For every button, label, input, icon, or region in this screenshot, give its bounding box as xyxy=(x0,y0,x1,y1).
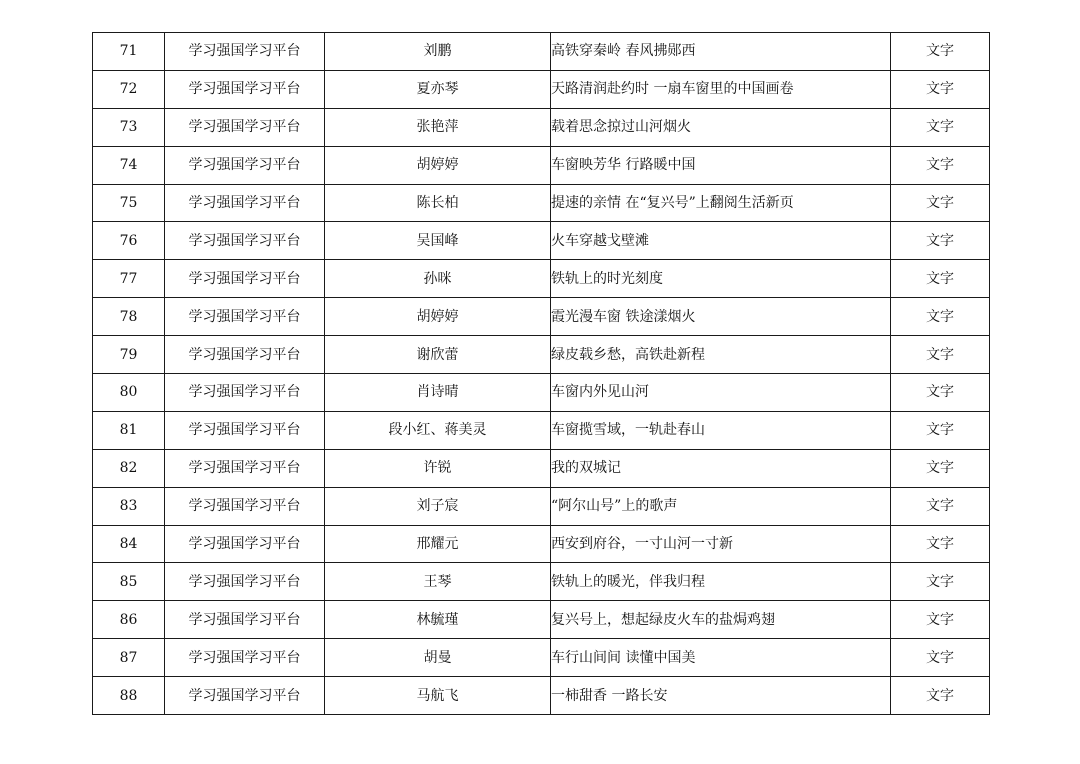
title-cell: 霞光漫车窗 铁途漾烟火 xyxy=(551,298,891,336)
row-number-cell: 72 xyxy=(93,70,165,108)
row-number-cell: 81 xyxy=(93,411,165,449)
title-cell: 提速的亲情 在“复兴号”上翻阅生活新页 xyxy=(551,184,891,222)
row-number-cell: 84 xyxy=(93,525,165,563)
type-cell: 文字 xyxy=(891,298,990,336)
table-body xyxy=(93,33,990,715)
table-row xyxy=(93,677,990,715)
author-cell: 胡婷婷 xyxy=(325,146,551,184)
type-cell: 文字 xyxy=(891,108,990,146)
table-row xyxy=(93,298,990,336)
source-cell: 学习强国学习平台 xyxy=(165,563,325,601)
title-cell: 西安到府谷，一寸山河一寸新 xyxy=(551,525,891,563)
row-number-cell: 75 xyxy=(93,184,165,222)
author-cell: 吴国峰 xyxy=(325,222,551,260)
title-cell: 载着思念掠过山河烟火 xyxy=(551,108,891,146)
source-cell: 学习强国学习平台 xyxy=(165,260,325,298)
type-cell: 文字 xyxy=(891,601,990,639)
source-cell: 学习强国学习平台 xyxy=(165,487,325,525)
type-cell: 文字 xyxy=(891,260,990,298)
type-cell: 文字 xyxy=(891,70,990,108)
table-row xyxy=(93,563,990,601)
title-cell: 车窗映芳华 行路暖中国 xyxy=(551,146,891,184)
source-cell: 学习强国学习平台 xyxy=(165,411,325,449)
author-cell: 夏亦琴 xyxy=(325,70,551,108)
table-row xyxy=(93,33,990,71)
type-cell: 文字 xyxy=(891,184,990,222)
table-row xyxy=(93,70,990,108)
author-cell: 王琴 xyxy=(325,563,551,601)
row-number-cell: 87 xyxy=(93,639,165,677)
row-number-cell: 80 xyxy=(93,374,165,412)
row-number-cell: 85 xyxy=(93,563,165,601)
source-cell: 学习强国学习平台 xyxy=(165,184,325,222)
title-cell: 铁轨上的暖光，伴我归程 xyxy=(551,563,891,601)
author-cell: 谢欣蕾 xyxy=(325,336,551,374)
author-cell: 许锐 xyxy=(325,449,551,487)
row-number-cell: 79 xyxy=(93,336,165,374)
title-cell: 高铁穿秦岭 春风拂郧西 xyxy=(551,33,891,71)
entries-table xyxy=(92,32,990,715)
table-row xyxy=(93,336,990,374)
table-row xyxy=(93,525,990,563)
type-cell: 文字 xyxy=(891,639,990,677)
title-cell: “阿尔山号”上的歌声 xyxy=(551,487,891,525)
row-number-cell: 82 xyxy=(93,449,165,487)
title-cell: 车窗内外见山河 xyxy=(551,374,891,412)
author-cell: 邢耀元 xyxy=(325,525,551,563)
author-cell: 胡婷婷 xyxy=(325,298,551,336)
author-cell: 林毓瑾 xyxy=(325,601,551,639)
table-row xyxy=(93,108,990,146)
type-cell: 文字 xyxy=(891,563,990,601)
row-number-cell: 78 xyxy=(93,298,165,336)
table-row xyxy=(93,260,990,298)
source-cell: 学习强国学习平台 xyxy=(165,601,325,639)
type-cell: 文字 xyxy=(891,411,990,449)
title-cell: 一柿甜香 一路长安 xyxy=(551,677,891,715)
source-cell: 学习强国学习平台 xyxy=(165,525,325,563)
type-cell: 文字 xyxy=(891,146,990,184)
type-cell: 文字 xyxy=(891,487,990,525)
document-page xyxy=(92,32,990,715)
author-cell: 胡曼 xyxy=(325,639,551,677)
row-number-cell: 76 xyxy=(93,222,165,260)
title-cell: 天路清润赴约时 一扇车窗里的中国画卷 xyxy=(551,70,891,108)
author-cell: 陈长柏 xyxy=(325,184,551,222)
title-cell: 复兴号上，想起绿皮火车的盐焗鸡翅 xyxy=(551,601,891,639)
row-number-cell: 86 xyxy=(93,601,165,639)
table-row xyxy=(93,184,990,222)
author-cell: 张艳萍 xyxy=(325,108,551,146)
type-cell: 文字 xyxy=(891,449,990,487)
type-cell: 文字 xyxy=(891,525,990,563)
title-cell: 铁轨上的时光刻度 xyxy=(551,260,891,298)
table-row xyxy=(93,449,990,487)
source-cell: 学习强国学习平台 xyxy=(165,33,325,71)
table-row xyxy=(93,374,990,412)
source-cell: 学习强国学习平台 xyxy=(165,298,325,336)
table-row xyxy=(93,146,990,184)
source-cell: 学习强国学习平台 xyxy=(165,222,325,260)
author-cell: 段小红、蒋美灵 xyxy=(325,411,551,449)
table-row xyxy=(93,487,990,525)
title-cell: 绿皮载乡愁，高铁赴新程 xyxy=(551,336,891,374)
source-cell: 学习强国学习平台 xyxy=(165,449,325,487)
row-number-cell: 74 xyxy=(93,146,165,184)
row-number-cell: 77 xyxy=(93,260,165,298)
author-cell: 肖诗晴 xyxy=(325,374,551,412)
source-cell: 学习强国学习平台 xyxy=(165,374,325,412)
author-cell: 孙咪 xyxy=(325,260,551,298)
type-cell: 文字 xyxy=(891,336,990,374)
row-number-cell: 73 xyxy=(93,108,165,146)
title-cell: 我的双城记 xyxy=(551,449,891,487)
source-cell: 学习强国学习平台 xyxy=(165,639,325,677)
table-row xyxy=(93,411,990,449)
title-cell: 车窗揽雪域，一轨赴春山 xyxy=(551,411,891,449)
row-number-cell: 83 xyxy=(93,487,165,525)
source-cell: 学习强国学习平台 xyxy=(165,146,325,184)
title-cell: 车行山间间 读懂中国美 xyxy=(551,639,891,677)
title-cell: 火车穿越戈壁滩 xyxy=(551,222,891,260)
author-cell: 刘子宸 xyxy=(325,487,551,525)
type-cell: 文字 xyxy=(891,374,990,412)
type-cell: 文字 xyxy=(891,33,990,71)
author-cell: 马航飞 xyxy=(325,677,551,715)
author-cell: 刘鹏 xyxy=(325,33,551,71)
table-row xyxy=(93,639,990,677)
table-row xyxy=(93,222,990,260)
type-cell: 文字 xyxy=(891,222,990,260)
type-cell: 文字 xyxy=(891,677,990,715)
source-cell: 学习强国学习平台 xyxy=(165,108,325,146)
source-cell: 学习强国学习平台 xyxy=(165,70,325,108)
table-row xyxy=(93,601,990,639)
row-number-cell: 71 xyxy=(93,33,165,71)
row-number-cell: 88 xyxy=(93,677,165,715)
source-cell: 学习强国学习平台 xyxy=(165,336,325,374)
source-cell: 学习强国学习平台 xyxy=(165,677,325,715)
